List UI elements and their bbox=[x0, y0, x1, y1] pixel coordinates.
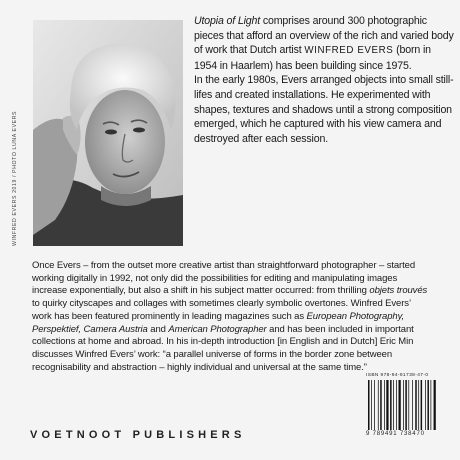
body-text-part: and has been included in important collections at home and abroad. In his in-depth introduction [in English and in Dutch] Eric Min discusses Winfred Evers’ work: “a parallel universe of forms in the border zone between recognisability and abstraction – highly individual and universal at the same time.” bbox=[32, 323, 414, 373]
body-text-part: Once Evers – from the outset more creative artist than straightforward photographer – started working digitally in 1992, not only did the possibilities for editing and manipulating images increase exponentially, but also a shift in his subject matter occurred: from thrilling bbox=[32, 260, 416, 297]
intro-text-part: (born in 1954 in Haarlem) has been building since 1975. bbox=[194, 44, 431, 72]
magazine-name: American Photographer bbox=[168, 323, 267, 335]
barcode-icon bbox=[366, 380, 438, 430]
author-portrait-photo bbox=[33, 20, 183, 246]
intro-paragraph-1 bbox=[194, 14, 456, 73]
book-title: Utopia of Light bbox=[194, 15, 261, 27]
publisher-name: VOETNOOT PUBLISHERS bbox=[30, 429, 246, 441]
intro-paragraph-2: In the early 1980s, Evers arranged objects into small still-lifes and created installations. He experimented with shapes, textures and shadows until a strong composition emerged, which he captured with his view camera and destroyed after each session. bbox=[194, 74, 454, 145]
isbn-barcode bbox=[366, 372, 446, 438]
intro-text bbox=[194, 14, 456, 146]
isbn-number: ISBN 978-94-91738-47-0 bbox=[366, 373, 429, 378]
body-text-part: to quirky cityscapes and collages with sometimes clearly symbolic overtones. Winfred Evers’ work has been featured prominently in leading magazines such as bbox=[32, 298, 411, 322]
portrait-photo-icon bbox=[33, 20, 183, 246]
photo-credit: WINFRED EVERS 2019 / PHOTO LUNA EVERS bbox=[12, 110, 18, 246]
artist-name: WINFRED EVERS bbox=[304, 45, 394, 57]
magazine-names: European Photography, Perspektief, Camera Austria bbox=[32, 310, 405, 335]
barcode-digits: 9 789491 738470 bbox=[366, 431, 425, 437]
intro-text-part: comprises around 300 photographic pieces that afford an overview of the rich and varied body of work that Dutch artist bbox=[194, 15, 454, 57]
body-paragraph bbox=[32, 260, 432, 374]
body-italic-term: objets trouvés bbox=[369, 285, 428, 297]
body-text-part: and bbox=[147, 323, 169, 335]
